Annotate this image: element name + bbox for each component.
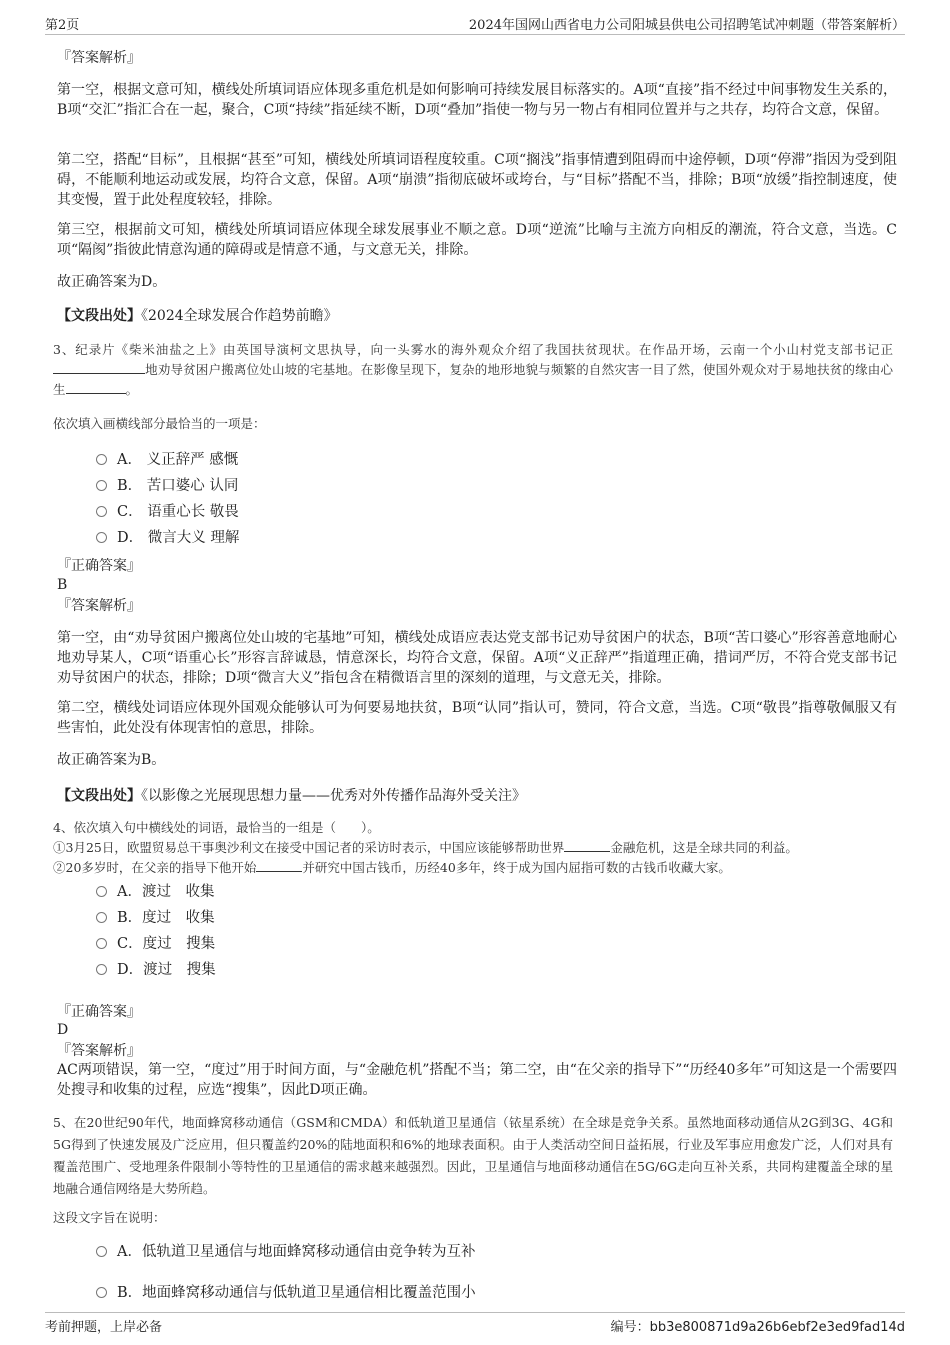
q2-analysis-label: 『答案解析』 xyxy=(57,50,141,66)
q3-option-d[interactable]: D． 微言大义 理解 xyxy=(96,528,239,548)
source-prefix: 【文段出处】 xyxy=(57,308,141,324)
q4-option-c[interactable]: C．度过 搜集 xyxy=(96,934,215,954)
radio-icon[interactable] xyxy=(96,912,107,923)
q2-analysis-p2: 第二空，搭配“目标”，且根据“甚至”可知，横线处所填词语程度较重。C项“搁浅”指事情遭到阻碍而中途停顿，D项“停滞”指因为受到阻碍，不能顺利地运动或发展，均符合文意，保留。A项“崩溃”指彻底破坏或垮台，与“目标”搭配不当，排除；B项“放缓”指控制速度，使其变慢，置于此处程度较轻，排除。 xyxy=(57,152,897,208)
q2-source-title: 《2024全球发展合作趋势前瞻》 xyxy=(141,308,338,324)
page-footer xyxy=(45,1312,905,1335)
radio-icon[interactable] xyxy=(96,886,107,897)
q3-analysis-p2: 第二空，横线处词语应体现外国观众能够认可为何要易地扶贫，B项“认同”指认可，赞同，符合文意，当选。C项“敬畏”指尊敬佩服又有些害怕，此处没有体现害怕的意思，排除。 xyxy=(57,700,897,736)
document-id: 编号：bb3e800871d9a26b6ebf2e3ed9fad14d xyxy=(610,1320,905,1335)
q3-stem: 3、纪录片《柴米油盐之上》由英国导演柯文思执导，向一头雾水的海外观众介绍了我国扶贫现状。在作品开场，云南一个小山村党支部书记正地劝导贫困户搬离位处山坡的宅基地。在影像呈现下，复杂的地形地貌与频繁的自然灾害一目了然，使国外观众对于易地扶贫的缘由心生 。 xyxy=(53,342,893,397)
q5-option-a[interactable]: A．低轨道卫星通信与地面蜂窝移动通信由竞争转为互补 xyxy=(96,1242,475,1262)
q3-conclusion: 故正确答案为B。 xyxy=(57,752,166,768)
source-prefix: 【文段出处】 xyxy=(57,788,141,804)
radio-icon[interactable] xyxy=(96,964,107,975)
q3-answer: B xyxy=(57,577,68,593)
page-header xyxy=(45,14,905,35)
page-number: 第2页 xyxy=(45,18,80,33)
q4-sentence-2: ②20多岁时，在父亲的指导下他开始 并研究中国古钱币，历经40多年，终于成为国内屈指可数的古钱币收藏大家。 xyxy=(53,860,731,875)
blank-2 xyxy=(66,380,126,394)
q3-prompt: 依次填入画横线部分最恰当的一项是： xyxy=(53,416,266,431)
q5-prompt: 这段文字旨在说明： xyxy=(53,1210,166,1225)
q3-correct-label: 『正确答案』 xyxy=(57,558,141,574)
q4-analysis-label: 『答案解析』 xyxy=(57,1043,141,1059)
radio-icon[interactable] xyxy=(96,532,107,543)
q2-analysis-p3: 第三空，根据前文可知，横线处所填词语应体现全球发展事业不顺之意。D项“逆流”比喻与主流方向相反的潮流，符合文意，当选。C项“隔阂”指彼此情意沟通的障碍或是情意不通，与文意无关，排除。 xyxy=(57,222,897,258)
document-title: 2024年国网山西省电力公司阳城县供电公司招聘笔试冲刺题（带答案解析） xyxy=(468,18,905,33)
q4-option-b[interactable]: B．度过 收集 xyxy=(96,908,215,928)
blank-2 xyxy=(256,858,302,872)
q4-sentence-1: ①3月25日，欧盟贸易总干事奥沙利文在接受中国记者的采访时表示，中国应该能够帮助世界 金融危机，这是全球共同的利益。 xyxy=(53,840,798,855)
q2-source xyxy=(57,306,897,326)
q4-option-d[interactable]: D．渡过 搜集 xyxy=(96,960,216,980)
blank-1 xyxy=(564,838,610,852)
q4-correct-label: 『正确答案』 xyxy=(57,1004,141,1020)
radio-icon[interactable] xyxy=(96,1287,107,1298)
q3-analysis-p1: 第一空，由“劝导贫困户搬离位处山坡的宅基地”可知，横线处成语应表达党支部书记劝导贫困户的状态，B项“苦口婆心”形容善意地耐心地劝导某人，C项“语重心长”形容言辞诚恳，情意深长，均符合文意，保留。A项“义正辞严”指道理正确，措词严厉，不符合党支部书记劝导贫困户的状态，排除；D项“微言大义”指包含在精微语言里的深刻的道理，与文意无关，排除。 xyxy=(57,630,897,686)
q5-stem: 5、在20世纪90年代，地面蜂窝移动通信（GSM和CMDA）和低轨道卫星通信（铱星系统）在全球是竞争关系。虽然地面移动通信从2G到3G、4G和5G得到了快速发展及广泛应用，但只覆盖约20%的陆地面积和6%的地球表面积。由于人类活动空间日益拓展，行业及军事应用愈发广泛，人们对具有覆盖范围广、受地理条件限制小等特性的卫星通信的需求越来越强烈。因此，卫星通信与地面移动通信在5G/6G走向互补关系，共同构建覆盖全球的星地融合通信网络是大势所趋。 xyxy=(53,1115,893,1196)
q4-answer: D xyxy=(57,1022,69,1038)
q2-analysis-p1: 第一空，根据文意可知，横线处所填词语应体现多重危机是如何影响可持续发展目标落实的。A项“直接”指不经过中间事物发生关系的，B项“交汇”指汇合在一起，聚合，C项“持续”指延续不断，D项“叠加”指使一物与另一物占有相同位置并与之共存，均符合文意，保留。 xyxy=(57,82,897,118)
q3-analysis-label: 『答案解析』 xyxy=(57,598,141,614)
q3-option-a[interactable]: A． 义正辞严 感慨 xyxy=(96,450,238,470)
q4-stem: 4、依次填入句中横线处的词语，最恰当的一组是（ ）。 xyxy=(53,820,380,835)
q3-source-title: 《以影像之光展现思想力量——优秀对外传播作品海外受关注》 xyxy=(141,788,526,804)
blank-1 xyxy=(53,360,145,374)
radio-icon[interactable] xyxy=(96,1246,107,1257)
q5-option-b[interactable]: B．地面蜂窝移动通信与低轨道卫星通信相比覆盖范围小 xyxy=(96,1283,476,1303)
q3-option-b[interactable]: B． 苦口婆心 认同 xyxy=(96,476,238,496)
q2-conclusion: 故正确答案为D。 xyxy=(57,274,167,290)
radio-icon[interactable] xyxy=(96,480,107,491)
radio-icon[interactable] xyxy=(96,454,107,465)
q4-analysis: AC两项错误，第一空，“度过”用于时间方面，与“金融危机”搭配不当；第二空，由“在父亲的指导下”“历经40多年”可知这是一个需要四处搜寻和收集的过程，应选“搜集”，因此D项正确。 xyxy=(57,1062,897,1098)
q4-option-a[interactable]: A．渡过 收集 xyxy=(96,882,214,902)
footer-slogan: 考前押题，上岸必备 xyxy=(45,1320,163,1335)
q3-option-c[interactable]: C． 语重心长 敬畏 xyxy=(96,502,239,522)
radio-icon[interactable] xyxy=(96,506,107,517)
radio-icon[interactable] xyxy=(96,938,107,949)
q3-source xyxy=(57,786,897,806)
